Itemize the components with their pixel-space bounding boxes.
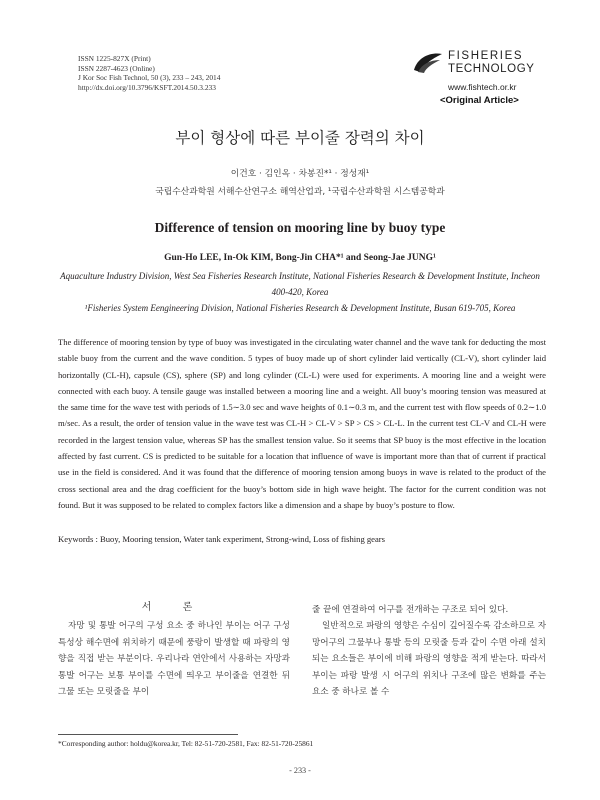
affiliation-korean: 국립수산과학원 서해수산연구소 해역산업과, ¹국립수산과학원 시스템공학과 xyxy=(155,187,445,197)
issn-print: ISSN 1225-827X (Print) xyxy=(78,54,151,63)
doi-link[interactable]: http://dx.doi.org/10.3796/KSFT.2014.50.3.233 xyxy=(78,82,216,92)
body-column-right xyxy=(312,602,546,700)
journal-url[interactable]: www.fishtech.or.kr xyxy=(448,82,517,92)
title-korean: 부이 형상에 따른 부이줄 장력의 차이 xyxy=(175,129,425,147)
article-type: <Original Article> xyxy=(440,95,519,106)
footnote-divider xyxy=(58,734,238,735)
authors-english: Gun-Ho LEE, In-Ok KIM, Bong-Jin CHA*¹ and Seong-Jae JUNG¹ xyxy=(164,253,436,263)
keywords: Keywords : Buoy, Mooring tension, Water tank experiment, Strong-wind, Loss of fishing gears xyxy=(58,534,386,544)
abstract: The difference of mooring tension by type of buoy was investigated in the circulating water channel and the wave tank for deducting the most stable buoy from the current and the wave condition. 5 types of buoy made up of short cylinder laid vertically (CL-V), short cylinder laid horizontally (CL-H), capsule (CS), sphere (SP) and long cylinder (CL-L) were used for experiments. A mooring line and a weight were connected with each buoy. A tensile gauge was installed between a mooring line and a weight. All buoy’s mooring tension was measured at the same time for the wave test with periods of 1.5∼3.0 sec and wave heights of 0.1∼0.3 m, and the current test with flow speeds of 0.2∼1.0 m/sec. As a result, the order of tension value in the wave test was CL-H > CL-V > SP > CS > CL-L. In the current test CL-V and CL-H were recorded in the largest tension value, whereas SP has the smallest tension value. So it seems that SP buoy is the most effective in the location affected by fast current. CS is predicted to be suitable for a location that influence of wave is important more than that of current if practical use in the field is considered. And it was found that the difference of mooring tension among buoys in wave is related to the product of the cross sectional area and the drag coefficient for the buoy’s bottom side in high wave height. The factor for the current condition was not found. But it was supposed to be related to complex factors like a dimension and a shape by buoy’s posture to flow. xyxy=(58,337,546,510)
journal-meta xyxy=(78,54,220,92)
affiliation-english xyxy=(60,268,540,316)
logo-text-technology: TECHNOLOGY xyxy=(448,63,535,75)
journal-logo-mark xyxy=(412,50,444,74)
page-number: - 233 - xyxy=(289,766,311,775)
affiliation-english-2: ¹Fisheries System Eengineering Division, National Fisheries Research & Development Institute, Busan 619-705, Korea xyxy=(84,303,516,313)
body-paragraph: 줄 끝에 연결하여 어구를 전개하는 구조로 되어 있다. xyxy=(312,605,509,615)
section-heading-introduction: 서 론 xyxy=(141,602,207,613)
affiliation-english-1: Aquaculture Industry Division, West Sea Fisheries Research Institute, National Fisheries Research & Development Institute, Incheon 400-420, Korea xyxy=(60,271,540,297)
logo-text-fisheries: FISHERIES xyxy=(448,50,524,62)
title-english: Difference of tension on mooring line by buoy type xyxy=(154,220,446,235)
body-paragraph: 일반적으로 파랑의 영향은 수심이 깊어질수록 감소하므로 자망어구의 그물부나 통발 등의 모릿줄 등과 같이 수면 아래 설치되는 요소들은 부이에 비해 파랑의 영향을 적게 받는다. 따라서 부이는 파랑 발생 시 어구의 위치나 구조에 많은 변화를 주는 요소 중 하나로 볼 수 xyxy=(312,621,546,698)
body-column-left xyxy=(58,600,290,700)
issn-online: ISSN 2287-4623 (Online) xyxy=(78,63,155,73)
body-paragraph: 자망 및 통발 어구의 구성 요소 중 하나인 부이는 어구 구성 특성상 해수면에 위치하기 때문에 풍랑이 발생할 때 파랑의 영향을 직접 받는 부분이다. 우리나라 연안에서 사용하는 자망과 통발 어구는 보통 부이를 수면에 띄우고 부이줄을 연결한 뒤 그물 또는 모릿줄을 부이 xyxy=(58,621,290,698)
citation: J Kor Soc Fish Technol, 50 (3), 233 – 243, 2014 xyxy=(78,73,221,83)
footnote: *Corresponding author: holdu@korea.kr, Tel: 82-51-720-2581, Fax: 82-51-720-25861 xyxy=(58,739,314,748)
authors-korean: 이건호 · 김인옥 · 차봉진*¹ · 정성재¹ xyxy=(230,169,370,179)
